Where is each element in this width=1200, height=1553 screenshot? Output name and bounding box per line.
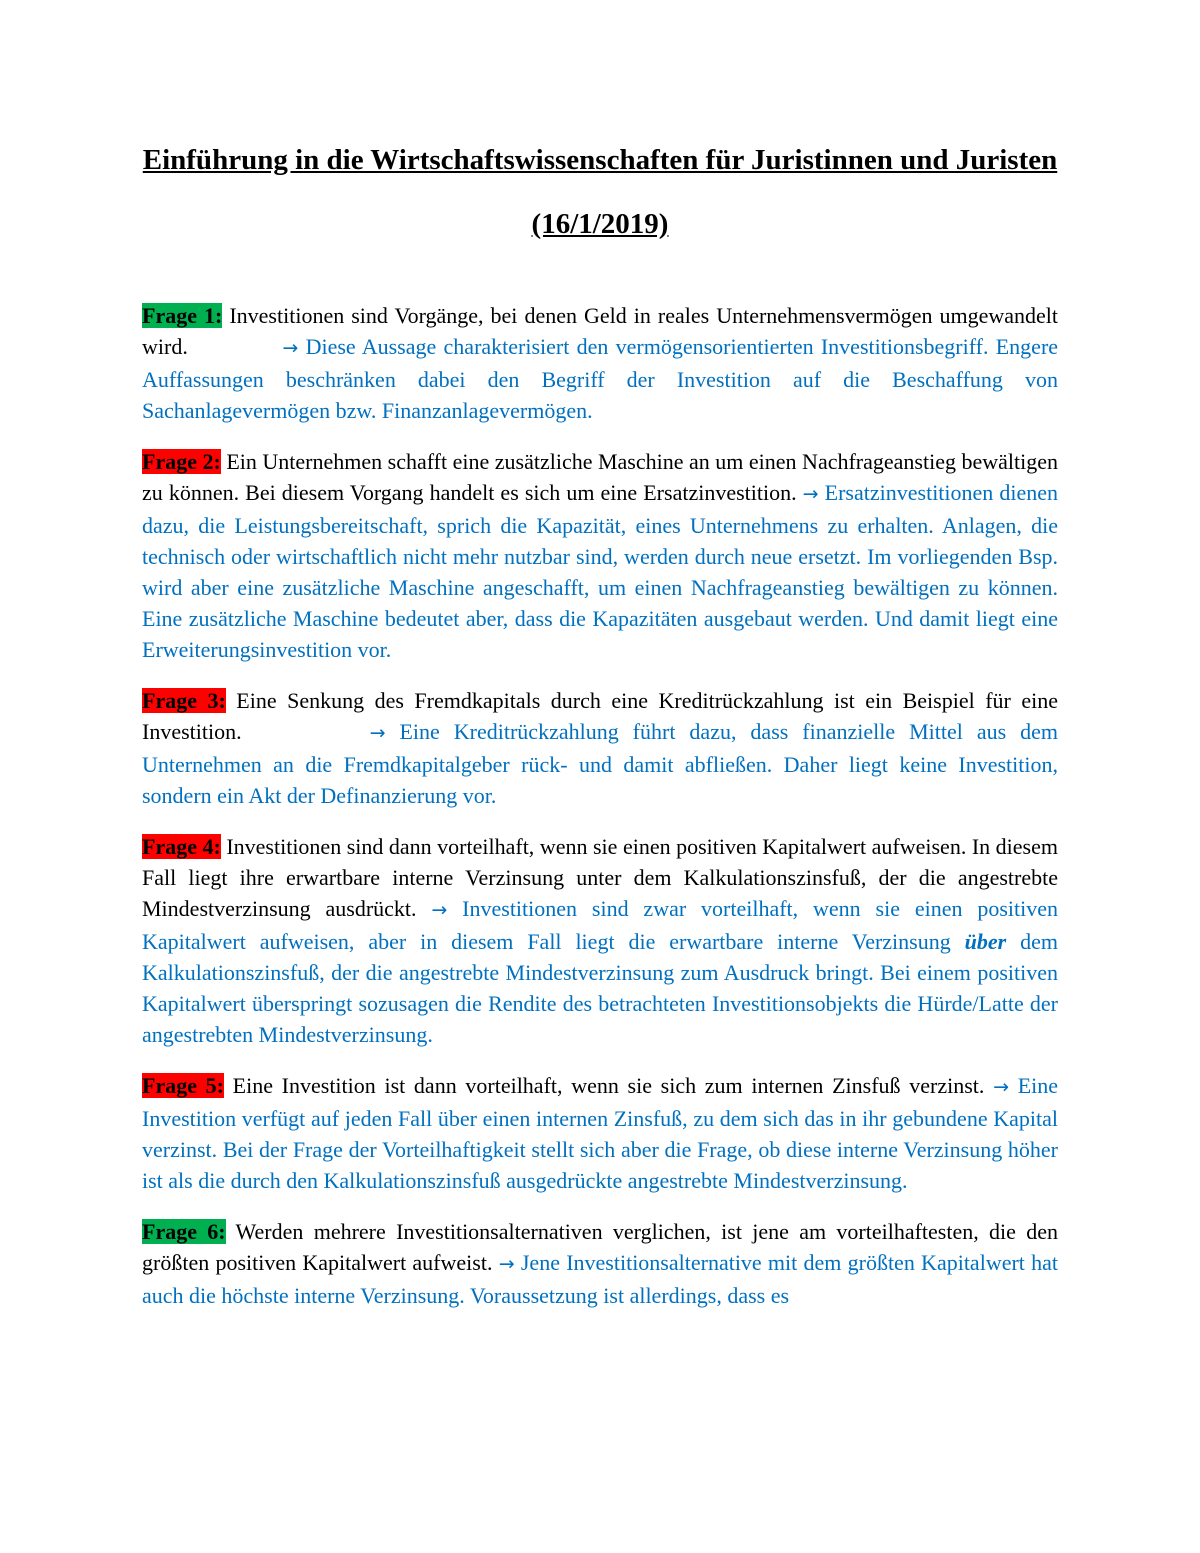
document-date: (16/1/2019) (531, 208, 669, 240)
question-statement: Ein Unternehmen schafft eine zusätzliche Maschine an um einen Nachfrageanstieg bewältigen zu können. Bei diesem Vorgang handelt es sich um eine Ersatzinvestition. (142, 449, 1059, 505)
question-5 (142, 1070, 1058, 1196)
question-answer: Eine Kreditrückzahlung führt dazu, dass finanzielle Mittel aus dem Unternehmen an die Fremdkapitalgeber rück- und damit abfließen. Daher liegt keine Investition, sondern ein Akt der Definanzierung vor. (142, 719, 1059, 808)
question-4 (142, 831, 1058, 1050)
question-answer-part-1: Investitionen sind zwar vorteilhaft, wenn sie einen positiven Kapitalwert aufweisen, aber in diesem Fall liegt die erwartbare interne Verzinsung (142, 896, 1058, 954)
question-label: Frage 2: (142, 449, 221, 474)
question-statement: Investitionen sind Vorgänge, bei denen Geld in reales Unternehmensvermögen umgewandelt wird. (142, 303, 1059, 359)
question-answer: Diese Aussage charakterisiert den vermögensorientierten Investitionsbegriff. Engere Auffassungen beschränken dabei den Begriff der Investition auf die Beschaffung von Sachanlagevermögen bzw. Finanzanlagevermögen. (142, 334, 1059, 423)
question-2 (142, 446, 1058, 665)
question-statement: Werden mehrere Investitionsalternativen verglichen, ist jene am vorteilhaftesten, die den größten positiven Kapitalwert aufweist. (142, 1219, 1058, 1275)
question-label: Frage 4: (142, 834, 221, 859)
arrow-icon: → (802, 483, 819, 505)
question-6 (142, 1216, 1058, 1311)
question-3 (142, 685, 1058, 811)
question-statement: Eine Investition ist dann vorteilhaft, wenn sie sich zum internen Zinsfuß verzinst. (232, 1073, 985, 1098)
question-answer-emphasis: über (964, 929, 1007, 954)
question-answer: Jene Investitionsalternative mit dem größten Kapitalwert hat auch die höchste interne Verzinsung. Voraussetzung ist allerdings, dass es (142, 1250, 1059, 1308)
question-answer: Ersatzinvestitionen dienen dazu, die Leistungsbereitschaft, sprich die Kapazität, eines Unternehmens zu erhalten. Anlagen, die technisch oder wirtschaftlich nicht mehr nutzbar sind, werden durch neue ersetzt. Im vorliegenden Bsp. wird aber eine zusätzliche Maschine angeschafft, um einen Nachfrageanstieg bewältigen zu können. Eine zusätzliche Maschine bedeutet aber, dass die Kapazitäten ausgebaut werden. Und damit liegt eine Erweiterungsinvestition vor. (142, 480, 1059, 662)
document-title: Einführung in die Wirtschaftswissenschaften für Juristinnen und Juristen (142, 144, 1058, 176)
question-label: Frage 5: (142, 1073, 224, 1098)
question-answer: Eine Investition verfügt auf jeden Fall über einen internen Zinsfuß, zu dem sich das in ihr gebundene Kapital verzinst. Bei der Frage der Vorteilhaftigkeit stellt sich aber die Frage, ob diese interne Verzinsung höher ist als die durch den Kalkulationszinsfuß ausgedrückte angestrebte Mindestverzinsung. (142, 1073, 1059, 1193)
arrow-icon: → (993, 1076, 1009, 1098)
question-statement: Investitionen sind dann vorteilhaft, wenn sie einen positiven Kapitalwert aufweisen. In diesem Fall liegt ihre erwartbare interne Verzinsung unter dem Kalkulationszinsfuß, der die angestrebte Mindestverzinsung ausdrückt. (142, 834, 1058, 921)
question-list (142, 300, 1058, 1311)
question-label: Frage 1: (142, 303, 223, 328)
question-answer-part-2: dem Kalkulationszinsfuß, der die angestrebte Mindestverzinsung zum Ausdruck bringt. Bei einem positiven Kapitalwert überspringt sozusagen die Rendite des betrachteten Investitionsobjekts die Hürde/Latte der angestrebten Mindestverzinsung. (142, 929, 1058, 1047)
arrow-icon: → (369, 722, 386, 744)
question-1 (142, 300, 1058, 426)
arrow-icon: → (282, 337, 299, 359)
question-label: Frage 6: (142, 1219, 226, 1244)
question-statement: Eine Senkung des Fremdkapitals durch eine Kreditrückzahlung ist ein Beispiel für eine Investition. (142, 688, 1059, 744)
question-label: Frage 3: (142, 688, 226, 713)
arrow-icon: → (431, 899, 448, 921)
arrow-icon: → (498, 1253, 515, 1275)
